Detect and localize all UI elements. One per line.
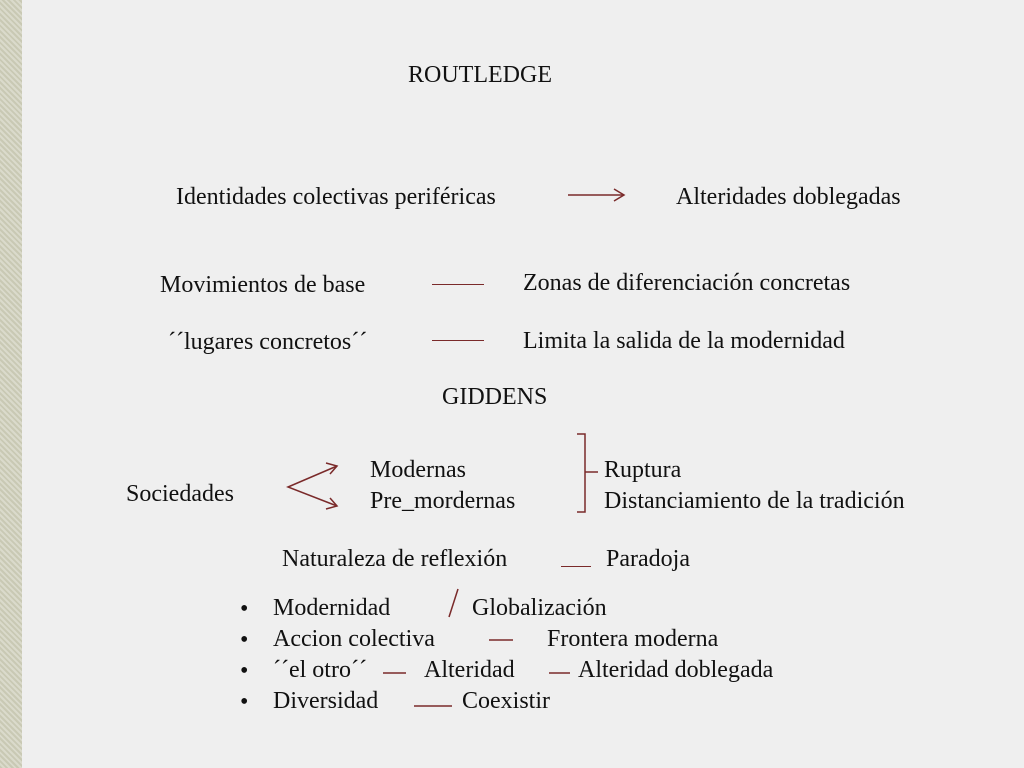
alteridad-doblegada-text: Alteridad doblegada: [578, 657, 774, 683]
alteridad-text: Alteridad: [424, 657, 515, 683]
bullet-icon: •: [240, 627, 249, 653]
premodernas-text: Pre_mordernas: [370, 488, 516, 514]
coexistir-text: Coexistir: [462, 688, 550, 714]
bracket: [577, 434, 585, 512]
identidades-text: Identidades colectivas periféricas: [176, 184, 496, 210]
limita-text: Limita la salida de la modernidad: [523, 328, 845, 354]
distanciamiento-text: Distanciamiento de la tradición: [604, 488, 905, 514]
bullet-icon: •: [240, 658, 249, 684]
heading-routledge: ROUTLEDGE: [408, 62, 552, 88]
bullet-icon: •: [240, 596, 249, 622]
diversidad-text: Diversidad: [273, 688, 379, 714]
modernidad-text: Modernidad: [273, 595, 391, 621]
accion-colectiva-text: Accion colectiva: [273, 626, 435, 652]
frontera-moderna-text: Frontera moderna: [547, 626, 719, 652]
zonas-text: Zonas de diferenciación concretas: [523, 270, 851, 296]
naturaleza-text: Naturaleza de reflexión: [282, 546, 508, 572]
lugares-text: ´´lugares concretos´´: [168, 329, 368, 355]
heading-giddens: GIDDENS: [442, 384, 548, 410]
el-otro-text: ´´el otro´´: [273, 657, 367, 683]
bullet-icon: •: [240, 689, 249, 715]
branch-arrows: [288, 466, 337, 506]
modernas-text: Modernas: [370, 457, 466, 483]
movimientos-text: Movimientos de base: [160, 272, 366, 298]
globalizacion-text: Globalización: [472, 595, 607, 621]
alteridades-text: Alteridades doblegadas: [676, 184, 901, 210]
paradoja-text: Paradoja: [606, 546, 690, 572]
slash-connector: [449, 589, 458, 617]
ruptura-text: Ruptura: [604, 457, 682, 483]
sociedades-text: Sociedades: [126, 481, 234, 507]
